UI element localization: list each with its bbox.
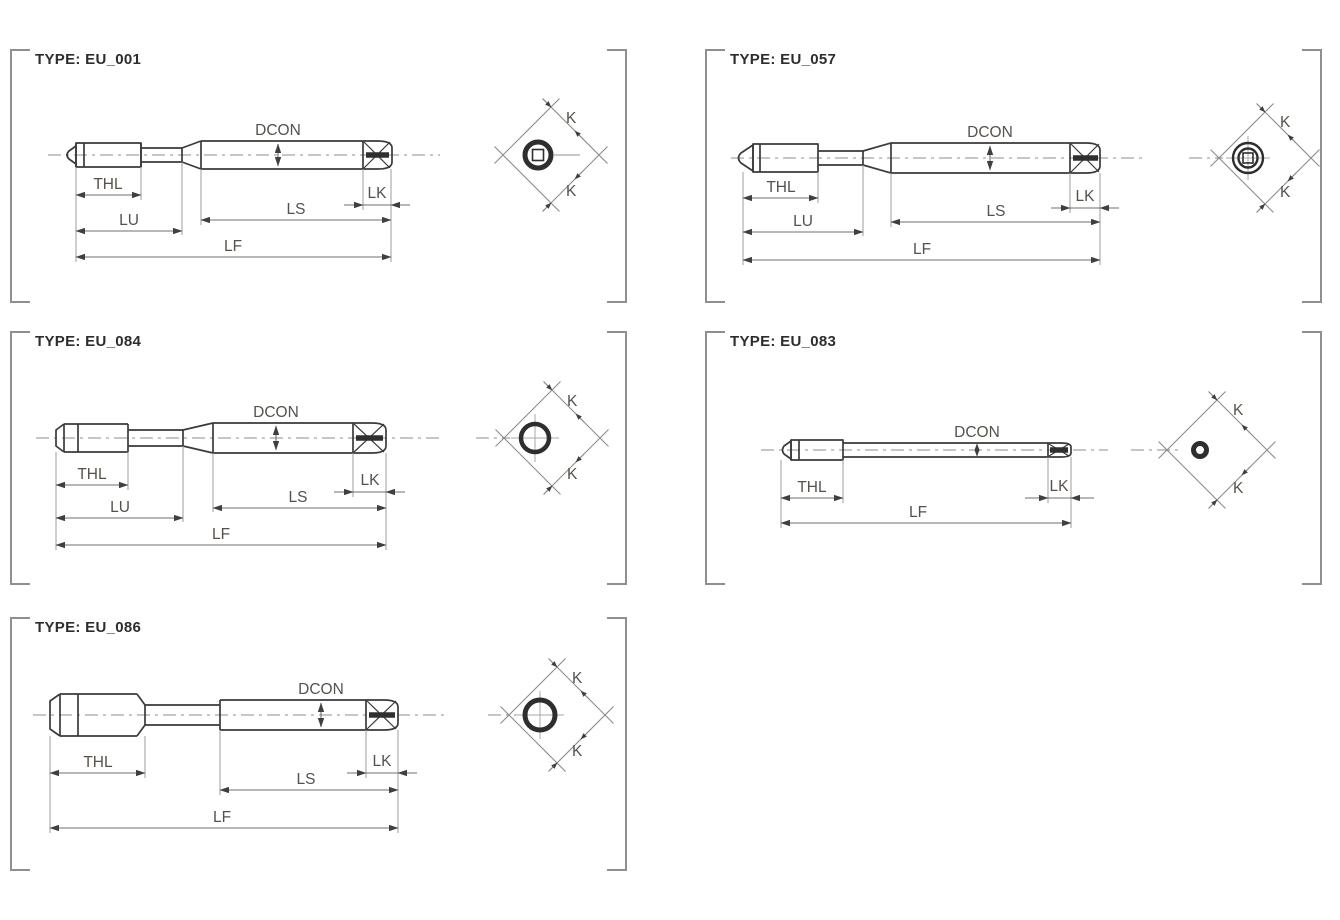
dimension-lk — [1051, 188, 1119, 208]
lk-label: LK — [372, 753, 392, 770]
dimension-ls — [891, 203, 1100, 222]
k-top-label: K — [1233, 402, 1244, 419]
dimension-ls — [220, 771, 398, 790]
tap-drawing-eu-086 — [8, 612, 630, 874]
dimension-dcon — [298, 681, 344, 727]
dimension-lu — [743, 213, 863, 232]
lf-label: LF — [212, 809, 232, 826]
lk-label: LK — [1049, 478, 1069, 495]
dimension-lu — [76, 212, 182, 231]
end-view — [1211, 104, 1320, 213]
thl-label: THL — [766, 179, 796, 196]
dimension-lf — [743, 241, 1100, 260]
lf-label: LF — [211, 526, 231, 543]
tap-drawing-eu-001 — [8, 44, 630, 306]
lk-label: LK — [1075, 188, 1095, 205]
k-top-label: K — [567, 393, 578, 410]
panel-eu-084 — [8, 326, 630, 588]
lf-label: LF — [908, 504, 928, 521]
dcon-label: DCON — [967, 124, 1013, 141]
panel-title: TYPE: EU_001 — [35, 51, 142, 68]
dimension-lf — [781, 504, 1071, 523]
dimension-thl — [781, 479, 843, 498]
dimension-dcon — [967, 124, 1013, 170]
k-bottom-label: K — [1280, 184, 1291, 201]
panel-title: TYPE: EU_083 — [730, 333, 837, 350]
dimension-lk — [344, 185, 410, 205]
panel-eu-057 — [703, 44, 1325, 306]
k-top-label: K — [566, 110, 577, 127]
dcon-label: DCON — [255, 122, 301, 139]
dimension-thl — [56, 466, 128, 485]
end-view — [501, 659, 614, 772]
dimension-dcon — [255, 122, 301, 166]
dimension-lk — [1025, 478, 1094, 498]
dimension-dcon — [954, 424, 1000, 456]
ls-label: LS — [288, 489, 308, 506]
dimension-thl — [743, 179, 818, 198]
panel-title: TYPE: EU_084 — [35, 333, 142, 350]
lk-label: LK — [360, 472, 380, 489]
panel-eu-001 — [8, 44, 630, 306]
ls-label: LS — [296, 771, 316, 788]
dimension-lf — [76, 238, 391, 257]
tap-drawing-eu-084 — [8, 326, 630, 588]
thl-label: THL — [83, 754, 113, 771]
panel-title: TYPE: EU_057 — [730, 51, 837, 68]
thl-label: THL — [77, 466, 107, 483]
thl-label: THL — [93, 176, 123, 193]
lf-label: LF — [223, 238, 243, 255]
panel-eu-083 — [703, 326, 1325, 588]
k-top-label: K — [572, 670, 583, 687]
dcon-label: DCON — [298, 681, 344, 698]
dimension-thl — [50, 754, 145, 773]
dcon-label: DCON — [253, 404, 299, 421]
lf-label: LF — [912, 241, 932, 258]
dimension-thl — [76, 176, 141, 195]
dimension-lu — [56, 499, 183, 518]
k-bottom-label: K — [566, 183, 577, 200]
dimension-lk — [334, 472, 405, 492]
dimension-lf — [56, 526, 386, 545]
thl-label: THL — [797, 479, 827, 496]
ls-label: LS — [986, 203, 1006, 220]
lu-label: LU — [793, 213, 813, 230]
lk-label: LK — [367, 185, 387, 202]
dimension-lf — [50, 809, 398, 828]
dimension-dcon — [253, 404, 299, 450]
lu-label: LU — [119, 212, 139, 229]
dimension-lk — [347, 753, 417, 773]
dcon-label: DCON — [954, 424, 1000, 441]
tap-drawing-eu-083 — [703, 326, 1325, 588]
end-view — [496, 382, 609, 495]
tap-drawing-eu-057 — [703, 44, 1325, 306]
k-top-label: K — [1280, 114, 1291, 131]
panel-eu-086 — [8, 612, 630, 874]
lu-label: LU — [110, 499, 130, 516]
ls-label: LS — [286, 201, 306, 218]
k-bottom-label: K — [1233, 480, 1244, 497]
k-bottom-label: K — [572, 743, 583, 760]
panel-title: TYPE: EU_086 — [35, 619, 142, 636]
k-bottom-label: K — [567, 466, 578, 483]
end-view — [495, 99, 608, 212]
